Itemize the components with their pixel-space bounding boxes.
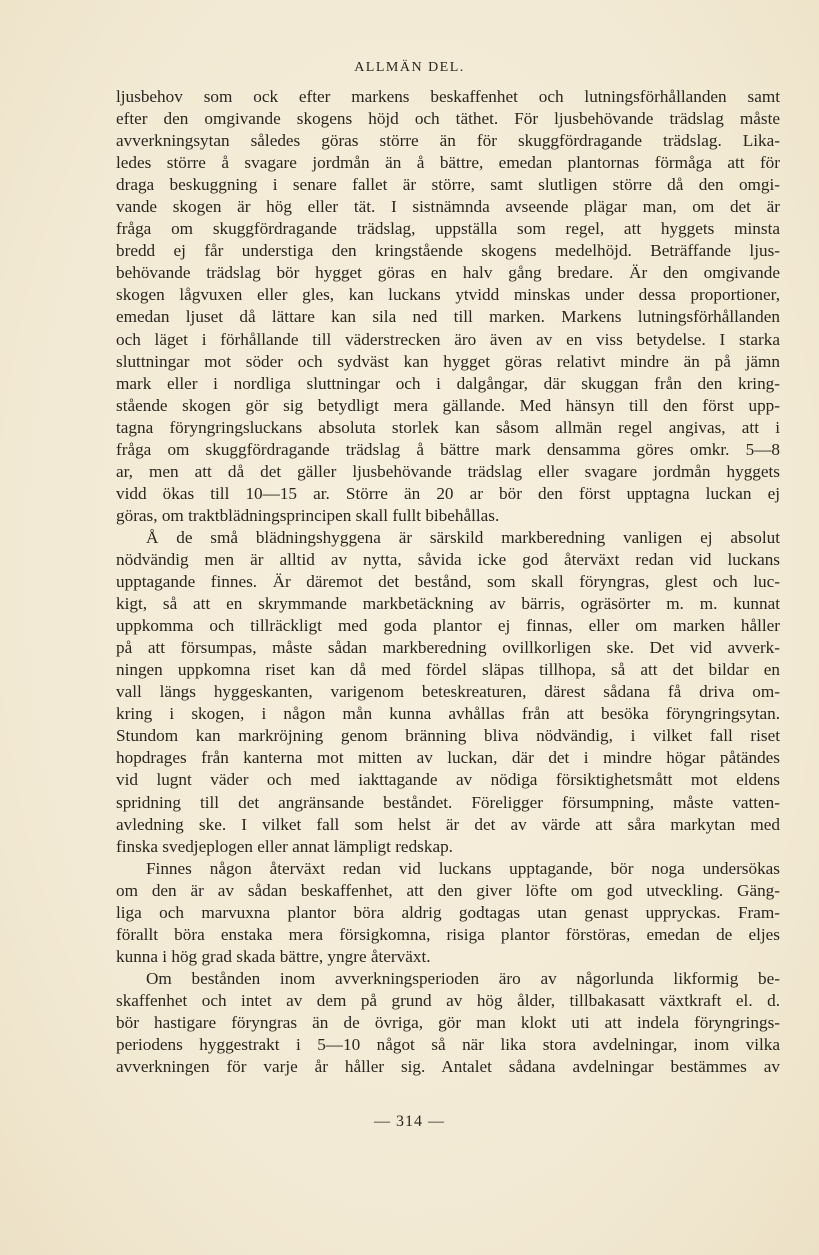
text-line: uppkomma och tillräckligt med goda plantor ej finnas, eller om marken håller [116, 616, 780, 636]
text-line: fråga om skuggfördragande trädslag å bättre mark densamma göres omkr. 5—8 [116, 439, 780, 459]
text-line: förallt böra enstaka mera försigkomna, risiga plantor förstöras, emedan de eljes [116, 924, 780, 944]
text-line: behövande trädslag bör hygget göras en halv gång bredare. Är den omgivande [116, 263, 780, 283]
text-line: spridning till det angränsande beståndet. Föreligger försumpning, måste vatten- [116, 792, 780, 812]
text-line: nödvändig men är alltid av nytta, såvida icke god återväxt redan vid luckans [116, 549, 780, 569]
text-line: liga och marvuxna plantor böra aldrig godtagas utan genast uppryckas. Fram- [116, 902, 780, 922]
text-line: mark eller i nordliga sluttningar och i dalgångar, där skuggan från den kring- [116, 373, 780, 393]
text-line: vall längs hyggeskanten, varigenom beteskreaturen, därest sådana få driva om- [116, 682, 780, 702]
text-line: finska svedjeplogen eller annat lämpligt redskap. [116, 836, 453, 856]
text-line: fråga om skuggfördragande trädslag, uppställa som regel, att hyggets minsta [116, 219, 780, 239]
text-line: skaffenhet och intet av dem på grund av hög ålder, tillbakasatt växtkraft el. d. [116, 990, 780, 1010]
text-line: Å de små blädningshyggena är särskild markberedning vanligen ej absolut [146, 527, 780, 547]
text-line: avverkningsytan således göras större än för skuggfördragande trädslag. Lika- [116, 131, 780, 151]
text-line: på att försumpas, måste sådan markberedning ovillkorligen ske. Det vid avverk- [116, 638, 780, 658]
text-line: avledning ske. I vilket fall som helst är det av värde att såra markytan med [116, 814, 780, 834]
text-line: ljusbehov som ock efter markens beskaffenhet och lutningsförhållanden samt [116, 87, 780, 106]
text-line: ar, men att då det gäller ljusbehövande trädslag eller svagare jordmån hyggets [116, 461, 780, 481]
text-line: Om bestånden inom avverkningsperioden äro av någorlunda likformig be- [146, 968, 780, 988]
body-text [116, 86, 780, 1078]
text-line: tagna föryngringsluckans absoluta storlek kan såsom allmän regel angivas, att i [116, 417, 780, 437]
page-number: — 314 — [374, 1113, 445, 1130]
text-line: och läget i förhållande till väderstrecken äro även av en viss betydelse. I starka [116, 329, 780, 349]
text-line: periodens hyggestrakt i 5—10 något så när lika stora avdelningar, inom vilka [116, 1035, 780, 1055]
text-line: om den är av sådan beskaffenhet, att den giver löfte om god utveckling. Gäng- [116, 880, 780, 900]
text-line: bör hastigare föryngras än de övriga, gör man klokt uti att indela föryngrings- [116, 1012, 780, 1032]
text-line: hopdrages från kanterna mot mitten av luckan, där det i mindre högar påtändes [116, 748, 780, 768]
text-line: Finnes någon återväxt redan vid luckans upptagande, bör noga undersökas [146, 858, 780, 878]
text-line: skogen lågvuxen eller gles, kan luckans ytvidd minskas under dessa proportioner, [116, 285, 780, 305]
text-line: kring i skogen, i någon mån kunna avhållas från att besöka föryngringsytan. [116, 704, 780, 724]
running-header: ALLMÄN DEL. [354, 60, 465, 75]
text-line: kigt, så att en skrymmande markbetäckning av bärris, ogräsörter m. m. kunnat [116, 594, 780, 614]
text-line: sluttningar mot söder och sydväst kan hygget göras relativt mindre än på jämn [116, 351, 780, 371]
text-line: ledes större å svagare jordmån än å bättre, emedan plantornas förmåga att för [116, 153, 780, 173]
text-line: avverkningen för varje år håller sig. Antalet sådana avdelningar bestämmes av [116, 1057, 780, 1077]
text-line: bredd ej får understiga den kringstående skogens medelhöjd. Beträffande ljus- [116, 241, 780, 261]
text-line: vid lugnt väder och med iakttagande av nödiga försiktighetsmått mot eldens [116, 770, 780, 790]
text-line: kunna i hög grad skada bättre, yngre återväxt. [116, 946, 431, 966]
text-line: vidd ökas till 10—15 ar. Större än 20 ar bör den först upptagna luckan ej [116, 483, 780, 503]
text-line: draga beskuggning i senare fallet är större, samt slutligen större då den omgi- [116, 175, 780, 195]
text-line: ningen uppkomna riset kan då med fördel släpas tillhopa, så att det bildar en [116, 660, 780, 680]
text-line: vande skogen är hög eller tät. I sistnämnda avseende plägar man, om det är [116, 197, 780, 217]
text-line: emedan ljuset då lättare kan sila ned till marken. Markens lutningsförhållanden [116, 307, 780, 327]
text-line: efter den omgivande skogens höjd och täthet. För ljusbehövande trädslag måste [116, 109, 780, 129]
text-line: göras, om traktblädningsprincipen skall fullt bibehållas. [116, 505, 500, 525]
text-line: upptagande finnes. Är däremot det bestånd, som skall föryngras, glest och luc- [116, 572, 780, 592]
text-line: stående skogen gör sig betydligt mera gällande. Med hänsyn till den först upp- [116, 395, 780, 415]
text-line: Stundom kan markröjning genom bränning bliva nödvändig, i vilket fall riset [116, 726, 780, 746]
